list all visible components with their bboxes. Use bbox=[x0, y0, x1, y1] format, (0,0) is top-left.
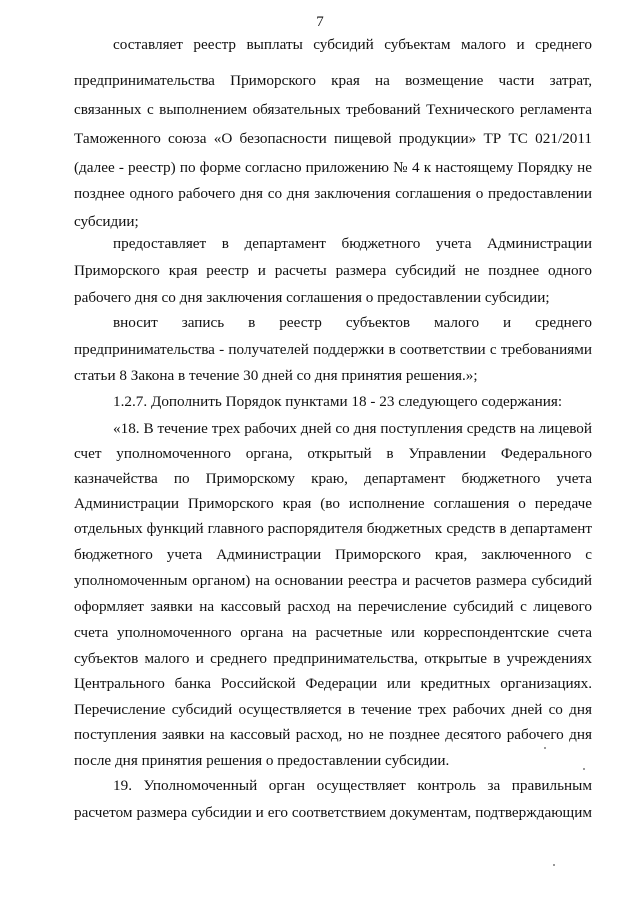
text-line: поступления заявки на кассовый расход, но не позднее десятого рабочего дня bbox=[74, 726, 592, 743]
scan-speck bbox=[544, 747, 546, 749]
text-line: счет уполномоченного органа, открытый в Управлении Федерального bbox=[74, 445, 592, 462]
text-line: предпринимательства Приморского края на возмещение части затрат, bbox=[74, 72, 592, 89]
text-line: Центрального банка Российской Федерации или кредитных организациях. bbox=[74, 675, 592, 692]
text-line: связанных с выполнением обязательных требований Технического регламента bbox=[74, 101, 592, 118]
text-line: субсидии; bbox=[74, 213, 139, 230]
text-line: статьи 8 Закона в течение 30 дней со дня принятия решения.»; bbox=[74, 367, 478, 384]
text-line: позднее одного рабочего дня со дня заключения соглашения о предоставлении bbox=[74, 185, 592, 202]
text-line: Таможенного союза «О безопасности пищевой продукции» ТР ТС 021/2011 bbox=[74, 130, 592, 147]
text-line: бюджетного учета Администрации Приморского края, заключенного с bbox=[74, 546, 592, 563]
text-line: составляет реестр выплаты субсидий субъектам малого и среднего bbox=[113, 36, 592, 53]
page-number: 7 bbox=[316, 14, 324, 30]
text-line: Перечисление субсидий осуществляется в течение трех рабочих дней со дня bbox=[74, 701, 592, 718]
text-line: 19. Уполномоченный орган осуществляет контроль за правильным bbox=[113, 777, 592, 794]
scan-speck bbox=[583, 768, 585, 770]
text-line: казначейства по Приморскому краю, департамент бюджетного учета bbox=[74, 470, 592, 487]
text-line: уполномоченным органом) на основании реестра и расчетов размера субсидий bbox=[74, 572, 592, 589]
text-line: расчетом размера субсидии и его соответствием документам, подтверждающим bbox=[74, 804, 592, 821]
text-line: предоставляет в департамент бюджетного учета Администрации bbox=[113, 235, 592, 252]
text-line: субъектов малого и среднего предпринимательства, открытые в учреждениях bbox=[74, 650, 592, 667]
text-line: рабочего дня со дня заключения соглашения о предоставлении субсидии; bbox=[74, 289, 550, 306]
text-line: Приморского края реестр и расчеты размера субсидий не позднее одного bbox=[74, 262, 592, 279]
scan-speck bbox=[553, 864, 555, 866]
text-line: после дня принятия решения о предоставлении субсидии. bbox=[74, 752, 450, 769]
text-line: «18. В течение трех рабочих дней со дня поступления средств на лицевой bbox=[113, 420, 592, 437]
text-line: вносит запись в реестр субъектов малого и среднего bbox=[113, 314, 592, 331]
text-line: счета уполномоченного органа на расчетные или корреспондентские счета bbox=[74, 624, 592, 641]
text-line: предпринимательства - получателей поддержки в соответствии с требованиями bbox=[74, 341, 592, 358]
text-line: отдельных функций главного распорядителя бюджетных средств в департамент bbox=[74, 520, 592, 537]
text-line: (далее - реестр) по форме согласно приложению № 4 к настоящему Порядку не bbox=[74, 159, 592, 176]
text-line: оформляет заявки на кассовый расход на перечисление субсидий с лицевого bbox=[74, 598, 592, 615]
text-line: Администрации Приморского края (во исполнение соглашения о передаче bbox=[74, 495, 592, 512]
text-line: 1.2.7. Дополнить Порядок пунктами 18 - 23 следующего содержания: bbox=[113, 393, 563, 410]
